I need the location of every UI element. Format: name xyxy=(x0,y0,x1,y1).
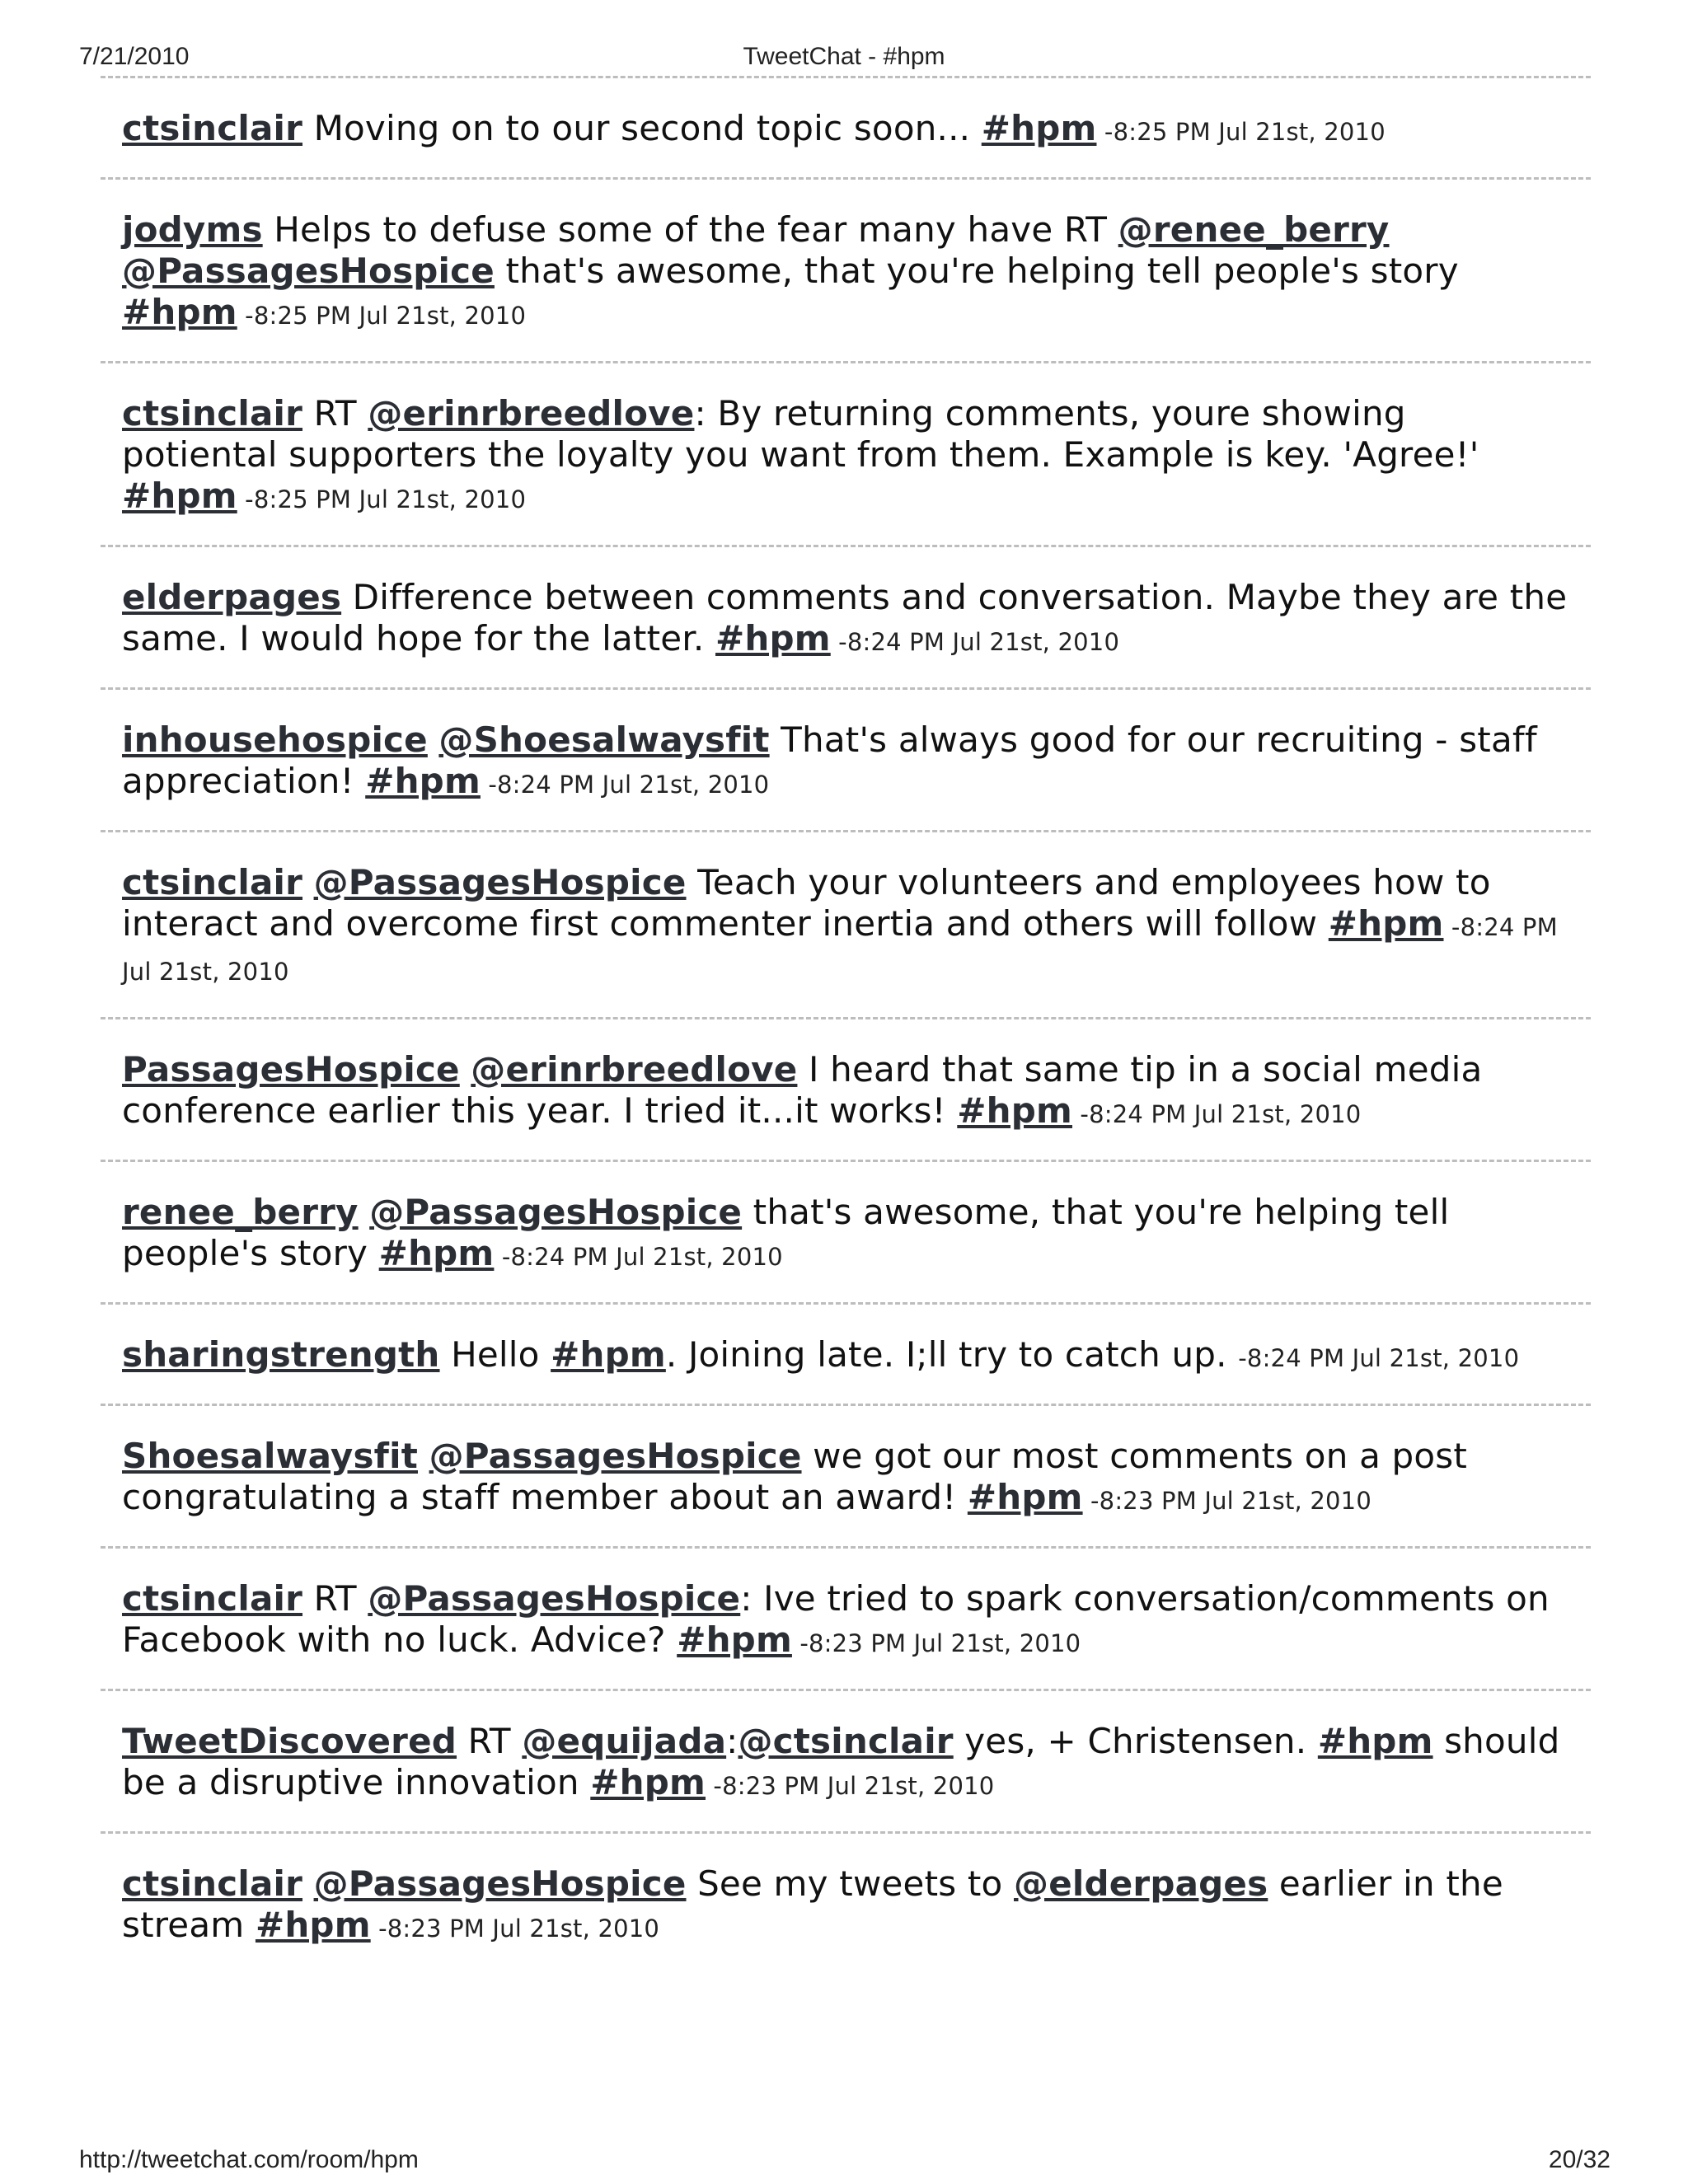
tweet-username-link[interactable]: ctsinclair xyxy=(122,1863,303,1904)
hashtag-link[interactable]: #hpm xyxy=(1328,903,1444,944)
hashtag-link[interactable]: #hpm xyxy=(981,108,1097,148)
mention-link[interactable]: @PassagesHospice xyxy=(313,1863,687,1904)
tweet-username-link[interactable]: ctsinclair xyxy=(122,862,303,902)
hashtag-link[interactable]: #hpm xyxy=(715,618,831,658)
tweet-text: See my tweets to xyxy=(686,1863,1014,1904)
hashtag-link[interactable]: #hpm xyxy=(365,761,481,801)
tweet-username-link[interactable]: ctsinclair xyxy=(122,108,303,148)
tweet-body xyxy=(122,1578,1550,1660)
mention-link[interactable]: @erinrbreedlove xyxy=(471,1049,798,1090)
tweet-item xyxy=(101,78,1591,177)
tweet-username-link[interactable]: ctsinclair xyxy=(122,1578,303,1619)
tweet-text: RT xyxy=(302,393,368,434)
tweet-timestamp: -8:23 PM Jul 21st, 2010 xyxy=(791,1629,1081,1657)
print-footer xyxy=(0,2146,1688,2179)
tweet-body xyxy=(122,1192,1449,1273)
tweet-text: Teach your volunteers and employees how to interact and overcome first commenter inertia and others will follow xyxy=(122,862,1491,944)
tweet-timestamp: -8:24 PM Jul 21st, 2010 xyxy=(1238,1344,1520,1372)
tweet-text xyxy=(302,1863,314,1904)
hashtag-link[interactable]: #hpm xyxy=(677,1619,792,1660)
tweet-text: RT xyxy=(457,1721,523,1761)
mention-link[interactable]: @PassagesHospice xyxy=(313,862,687,902)
tweet-text: I heard that same tip in a social media conference earlier this year. I tried it...it works! xyxy=(122,1049,1483,1131)
mention-link[interactable]: @erinrbreedlove xyxy=(368,393,695,434)
hashtag-link[interactable]: #hpm xyxy=(122,476,237,516)
tweet-timestamp: -8:25 PM Jul 21st, 2010 xyxy=(237,485,527,513)
tweet-item xyxy=(101,1162,1591,1302)
tweet-timestamp: -8:24 PM Jul 21st, 2010 xyxy=(480,771,770,799)
tweet-body xyxy=(122,1863,1503,1945)
mention-link[interactable]: @equijada xyxy=(522,1721,727,1761)
tweet-item xyxy=(101,1406,1591,1546)
mention-link[interactable]: @renee_berry xyxy=(1118,209,1390,250)
tweet-username-link[interactable]: jodyms xyxy=(122,209,263,250)
tweet-body xyxy=(122,1334,1519,1375)
tweet-text xyxy=(460,1049,471,1090)
mention-link[interactable]: @PassagesHospice xyxy=(369,1192,743,1232)
hashtag-link[interactable]: #hpm xyxy=(255,1905,371,1945)
tweet-text xyxy=(359,1192,370,1232)
mention-link[interactable]: @PassagesHospice xyxy=(429,1436,802,1476)
tweet-text: . Joining late. I;ll try to catch up. xyxy=(665,1334,1239,1375)
tweet-text: Moving on to our second topic soon... xyxy=(302,108,982,148)
hashtag-link[interactable]: #hpm xyxy=(957,1090,1073,1131)
tweet-text: RT xyxy=(302,1578,368,1619)
tweet-text xyxy=(428,719,439,760)
tweet-item xyxy=(101,1691,1591,1831)
tweet-body xyxy=(122,577,1567,658)
tweet-text: should be a disruptive innovation xyxy=(122,1721,1560,1802)
tweet-text: earlier in the stream xyxy=(122,1863,1503,1945)
tweet-text: : xyxy=(726,1721,738,1761)
hashtag-link[interactable]: #hpm xyxy=(590,1762,706,1802)
hashtag-link[interactable]: #hpm xyxy=(378,1233,495,1273)
tweet-timestamp: -8:24 PM Jul 21st, 2010 xyxy=(494,1243,783,1271)
tweet-body xyxy=(122,1721,1559,1802)
tweet-body xyxy=(122,1049,1482,1131)
tweet-item xyxy=(101,1019,1591,1160)
mention-link[interactable]: @PassagesHospice xyxy=(122,251,495,291)
tweet-username-link[interactable]: sharingstrength xyxy=(122,1334,440,1375)
tweet-text xyxy=(302,862,314,902)
tweet-timestamp: -8:24 PM Jul 21st, 2010 xyxy=(122,913,1558,986)
tweet-text: that's awesome, that you're helping tell people's story xyxy=(122,1192,1450,1273)
tweet-item xyxy=(101,180,1591,361)
print-header xyxy=(0,43,1688,76)
tweet-item xyxy=(101,690,1591,830)
page-number: 20/32 xyxy=(1548,2146,1611,2173)
tweet-item xyxy=(101,363,1591,545)
tweet-username-link[interactable]: PassagesHospice xyxy=(122,1049,460,1090)
tweet-item xyxy=(101,832,1591,1017)
hashtag-link[interactable]: #hpm xyxy=(967,1477,1083,1517)
tweet-text: Difference between comments and conversation. Maybe they are the same. I would hope for the latter. xyxy=(122,577,1568,658)
tweet-username-link[interactable]: elderpages xyxy=(122,577,342,617)
tweet-text: Helps to defuse some of the fear many have RT xyxy=(262,209,1118,250)
tweet-username-link[interactable]: ctsinclair xyxy=(122,393,303,434)
hashtag-link[interactable]: #hpm xyxy=(122,292,237,332)
tweet-body xyxy=(122,1436,1467,1517)
mention-link[interactable]: @ctsinclair xyxy=(738,1721,954,1761)
tweet-body xyxy=(122,862,1558,988)
tweet-body xyxy=(122,719,1537,801)
tweet-timestamp: -8:24 PM Jul 21st, 2010 xyxy=(830,628,1120,656)
tweet-text xyxy=(418,1436,429,1476)
tweet-username-link[interactable]: Shoesalwaysfit xyxy=(122,1436,419,1476)
tweet-text: Hello xyxy=(439,1334,551,1375)
tweet-body xyxy=(122,209,1459,332)
tweet-timestamp: -8:23 PM Jul 21st, 2010 xyxy=(706,1772,995,1800)
tweet-text: That's always good for our recruiting - staff appreciation! xyxy=(122,719,1537,801)
tweet-timestamp: -8:23 PM Jul 21st, 2010 xyxy=(370,1915,660,1943)
tweet-text: yes, + Christensen. xyxy=(953,1721,1318,1761)
print-date: 7/21/2010 xyxy=(79,43,190,70)
tweet-item xyxy=(101,1549,1591,1689)
hashtag-link[interactable]: #hpm xyxy=(551,1334,666,1375)
tweet-username-link[interactable]: TweetDiscovered xyxy=(122,1721,457,1761)
tweet-timestamp: -8:24 PM Jul 21st, 2010 xyxy=(1072,1100,1362,1128)
tweet-username-link[interactable]: renee_berry xyxy=(122,1192,359,1232)
tweet-body xyxy=(122,108,1386,148)
tweet-item xyxy=(101,547,1591,687)
tweet-text: that's awesome, that you're helping tell people's story xyxy=(494,251,1459,291)
mention-link[interactable]: @elderpages xyxy=(1014,1863,1268,1904)
tweet-stream xyxy=(101,76,1591,1974)
tweet-text: : Ive tried to spark conversation/comments on Facebook with no luck. Advice? xyxy=(122,1578,1550,1660)
tweet-username-link[interactable]: inhousehospice xyxy=(122,719,428,760)
page-url: http://tweetchat.com/room/hpm xyxy=(79,2146,419,2173)
tweet-body xyxy=(122,393,1479,516)
tweet-item xyxy=(101,1834,1591,1974)
tweet-text: : By returning comments, youre showing potiental supporters the loyalty you want from them. Example is key. 'Agree!' xyxy=(122,393,1479,475)
tweet-timestamp: -8:23 PM Jul 21st, 2010 xyxy=(1082,1487,1372,1515)
hashtag-link[interactable]: #hpm xyxy=(1317,1721,1433,1761)
mention-link[interactable]: @Shoesalwaysfit xyxy=(438,719,770,760)
tweet-text: we got our most comments on a post congratulating a staff member about an award! xyxy=(122,1436,1468,1517)
tweet-timestamp: -8:25 PM Jul 21st, 2010 xyxy=(237,302,527,330)
tweet-item xyxy=(101,1305,1591,1404)
page-title: TweetChat - #hpm xyxy=(743,43,945,70)
mention-link[interactable]: @PassagesHospice xyxy=(368,1578,741,1619)
tweet-timestamp: -8:25 PM Jul 21st, 2010 xyxy=(1096,118,1386,146)
